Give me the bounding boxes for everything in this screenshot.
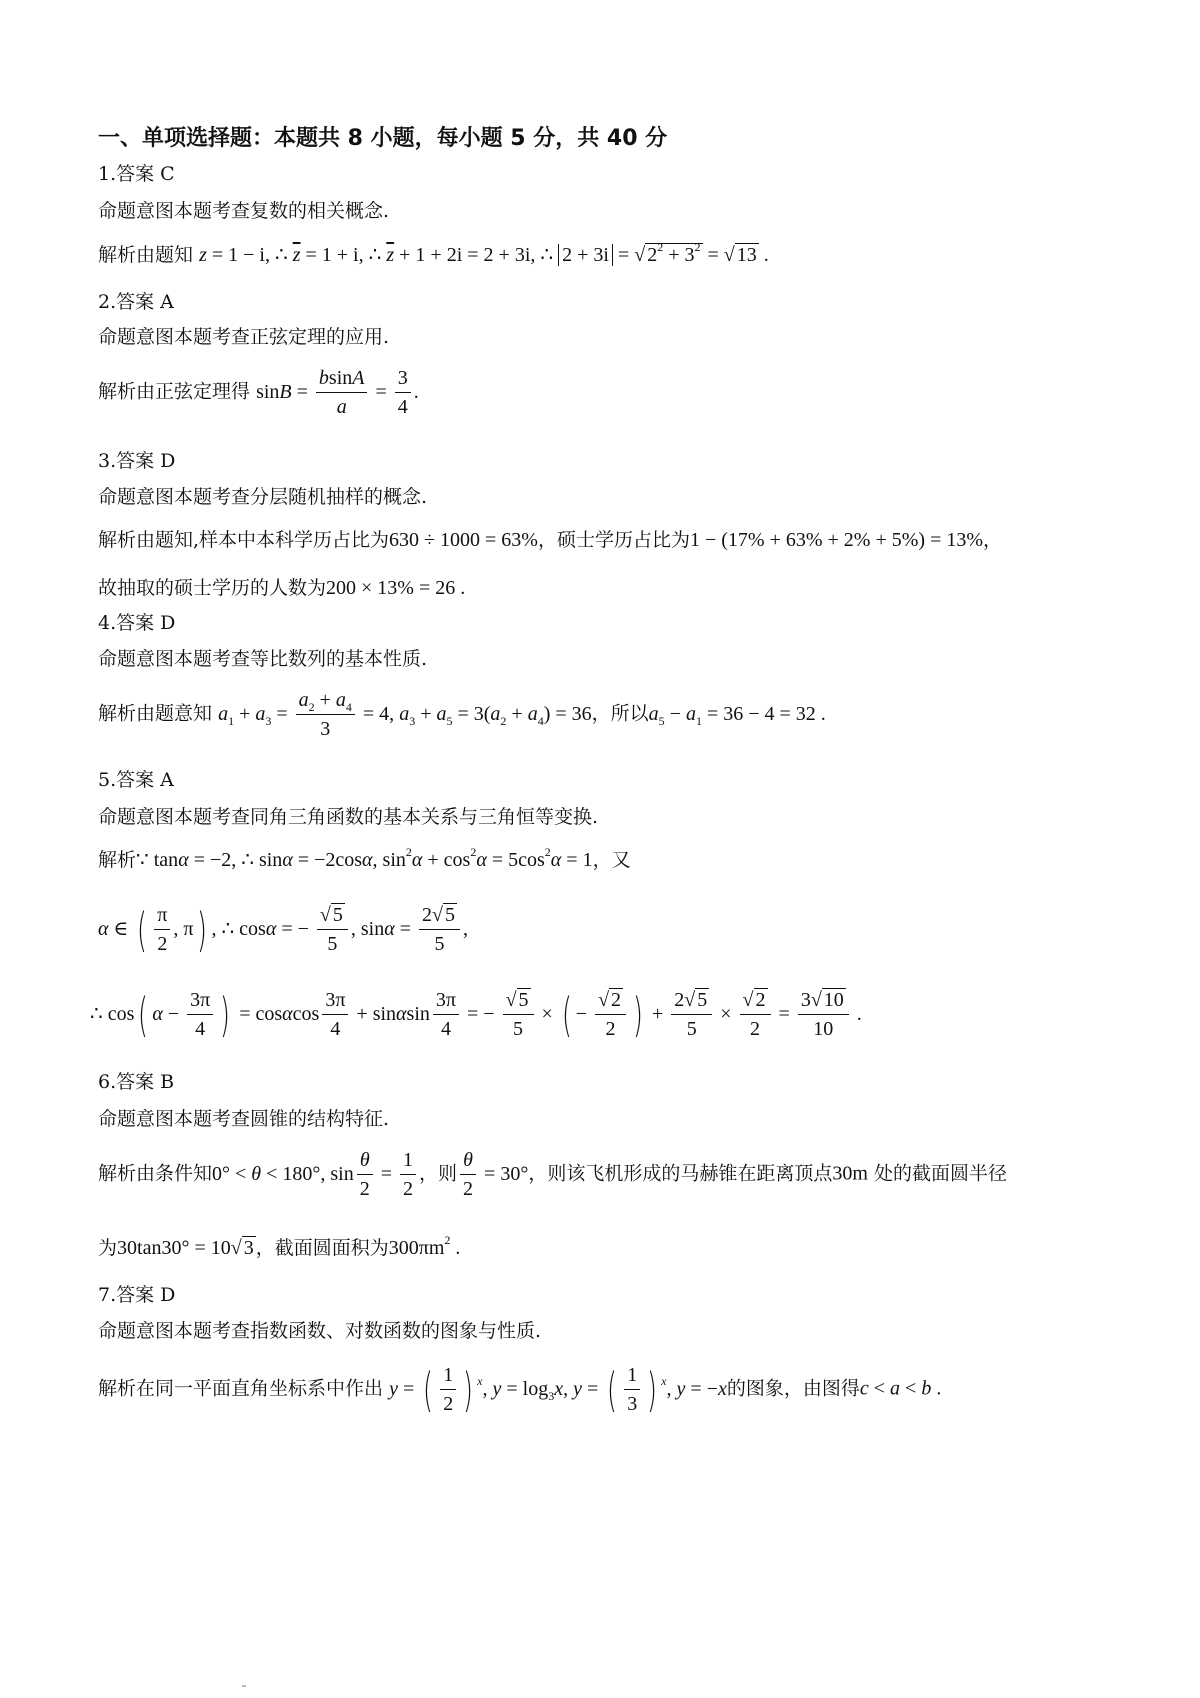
analysis-5-line2 (98, 905, 468, 955)
analysis-3: 解析由题知,样本中本科学历占比为630 ÷ 1000 = 63%，硕士学历占比为1 − (17% + 63% + 2% + 5%) = 13%， (98, 529, 1003, 551)
analysis-6-prefix: 解析由条件知 (98, 1162, 213, 1185)
answer-1: 1.答案 C (98, 163, 175, 185)
analysis-4-formula-b: $a_5 - a_1 = 36 - 4 = 32$ . (648, 702, 826, 728)
answer-4: 4.答案 D (98, 612, 176, 634)
analysis-6-line2-prefix: 为 (98, 1237, 118, 1259)
analysis-2-formula: sinB = $\frac{bsinA}{a}$ = $\frac{3}{4}$ . (256, 367, 419, 418)
intent-4: 命题意图本题考查等比数列的基本性质. (98, 648, 428, 670)
analysis-5 (98, 845, 631, 871)
analysis-6 (98, 1150, 1007, 1200)
analysis-1-formula: z = 1 − i, ∴ $\overline{z} = 1 + i$, ∴ $\overline{z} + 1 + 2i = 2 + 3i$, ∴ 2 + 3i = √ $2^2 + 3^2$ = √ 13 . (199, 240, 769, 266)
section-heading: 一、单项选择题：本题共 8 小题，每小题 5 分，共 40 分 (98, 126, 668, 151)
analysis-3-line2-prefix: 故抽取的硕士学历的人数为 (98, 577, 327, 599)
analysis-6-formula-a: 0° < θ < 180°, sin $\frac{\theta}{2}$ = $\frac{1}{2}$ (212, 1163, 419, 1185)
analysis-7-prefix: 解析在同一平面直角坐标系中作出 (98, 1377, 384, 1400)
intent-1: 命题意图本题考查复数的相关概念. (98, 200, 390, 222)
analysis-2 (98, 368, 419, 418)
analysis-6-line2 (98, 1233, 461, 1259)
analysis-4 (98, 690, 826, 740)
analysis-3-formula-a: 630 ÷ 1000 = 63% (389, 529, 538, 551)
analysis-6-mid1: ，则 (419, 1162, 458, 1185)
analysis-4-mid: ，所以 (591, 702, 649, 725)
answer-3: 3.答案 D (98, 450, 176, 472)
analysis-6-distance: 30m (832, 1162, 868, 1185)
analysis-5-prefix: 解析 (98, 849, 137, 871)
intent-6: 命题意图本题考查圆锥的结构特征. (98, 1108, 390, 1130)
analysis-7 (98, 1365, 941, 1415)
analysis-6-formula-d: $300\pi m^2$ . (388, 1233, 461, 1259)
page-mark (242, 1685, 246, 1687)
intent-5: 命题意图本题考查同角三角函数的基本关系与三角恒等变换. (98, 806, 599, 828)
analysis-3-formula-b: 1 − (17% + 63% + 2% + 5%) = 13% (689, 529, 984, 551)
analysis-5-line3 (90, 990, 862, 1040)
analysis-7-formula-a: y = ( $\frac{1}{2}$ ) $^x$, $y = \log_3x$, y = ( $\frac{1}{3}$ ) $^x$, y = −x (389, 1363, 727, 1417)
analysis-5-formula-a: ∵ tanα = −2, ∴ sinα = −2cosα, $\sin^2\alpha + \cos^2\alpha = 5\cos^2\alpha = 1$ (136, 845, 593, 871)
analysis-6-formula-c: 30tan30° = 10√ 3 (117, 1237, 254, 1259)
intent-2: 命题意图本题考查正弦定理的应用. (98, 326, 390, 348)
analysis-4-formula-a: $a_1 + a_3$ = $\frac{a_2 + a_4}{3}$ = 4, $a_3 + a_5 = 3(a_2 + a_4) = 36$ (218, 689, 592, 740)
analysis-5-formula-b: α ∈ ( $\frac{\pi}{2}$ , π) , ∴ cosα = − $\frac{√ 5}{5}$ , sinα = $\frac{2√ 5}{5}$ , (98, 903, 468, 957)
answer-7: 7.答案 D (98, 1284, 176, 1306)
analysis-5-formula-c: ∴ cos( α − $\frac{3\pi}{4}$ ) = cosαcos $\frac{3\pi}{4}$ + sinαsin $\frac{3\pi}{4}$ = − $\frac{√ 5}{5}$ × ( − $\frac{√ 2}{2}$ ) + $\frac{2√ 5}{5}$ × $\frac{√ 2}{2}$ = $\frac{3√ 10}{10}$ . (90, 988, 862, 1042)
analysis-3-line2 (98, 578, 465, 598)
analysis-6-mid3: 处的截面圆半径 (873, 1162, 1007, 1185)
analysis-7-formula-b: c < a < b . (859, 1377, 942, 1400)
analysis-6-formula-b: $\frac{\theta}{2}$ = 30° (457, 1163, 528, 1185)
answer-2: 2.答案 A (98, 291, 174, 313)
analysis-3-prefix: 解析由题知,样本中本科学历占比为 (98, 529, 390, 551)
intent-7: 命题意图本题考查指数函数、对数函数的图象与性质. (98, 1320, 542, 1342)
analysis-2-prefix: 解析由正弦定理得 (98, 380, 251, 403)
answer-5: 5.答案 A (98, 769, 174, 791)
analysis-4-prefix: 解析由题意知 (98, 702, 213, 725)
analysis-1-prefix: 解析由题知 (98, 244, 194, 266)
analysis-5-suffix: ，又 (592, 849, 631, 871)
intent-3: 命题意图本题考查分层随机抽样的概念. (98, 486, 428, 508)
analysis-3-mid: ，硕士学历占比为 (537, 529, 690, 551)
analysis-3-formula-c: 200 × 13% = 26 . (326, 577, 466, 599)
analysis-6-mid2: ，则该飞机形成的马赫锥在距离顶点 (528, 1162, 833, 1185)
analysis-7-mid: 的图象，由图得 (726, 1377, 860, 1400)
analysis-1 (98, 240, 769, 266)
analysis-6-line2-mid: ，截面圆面积为 (255, 1237, 389, 1259)
answer-6: 6.答案 B (98, 1071, 175, 1093)
